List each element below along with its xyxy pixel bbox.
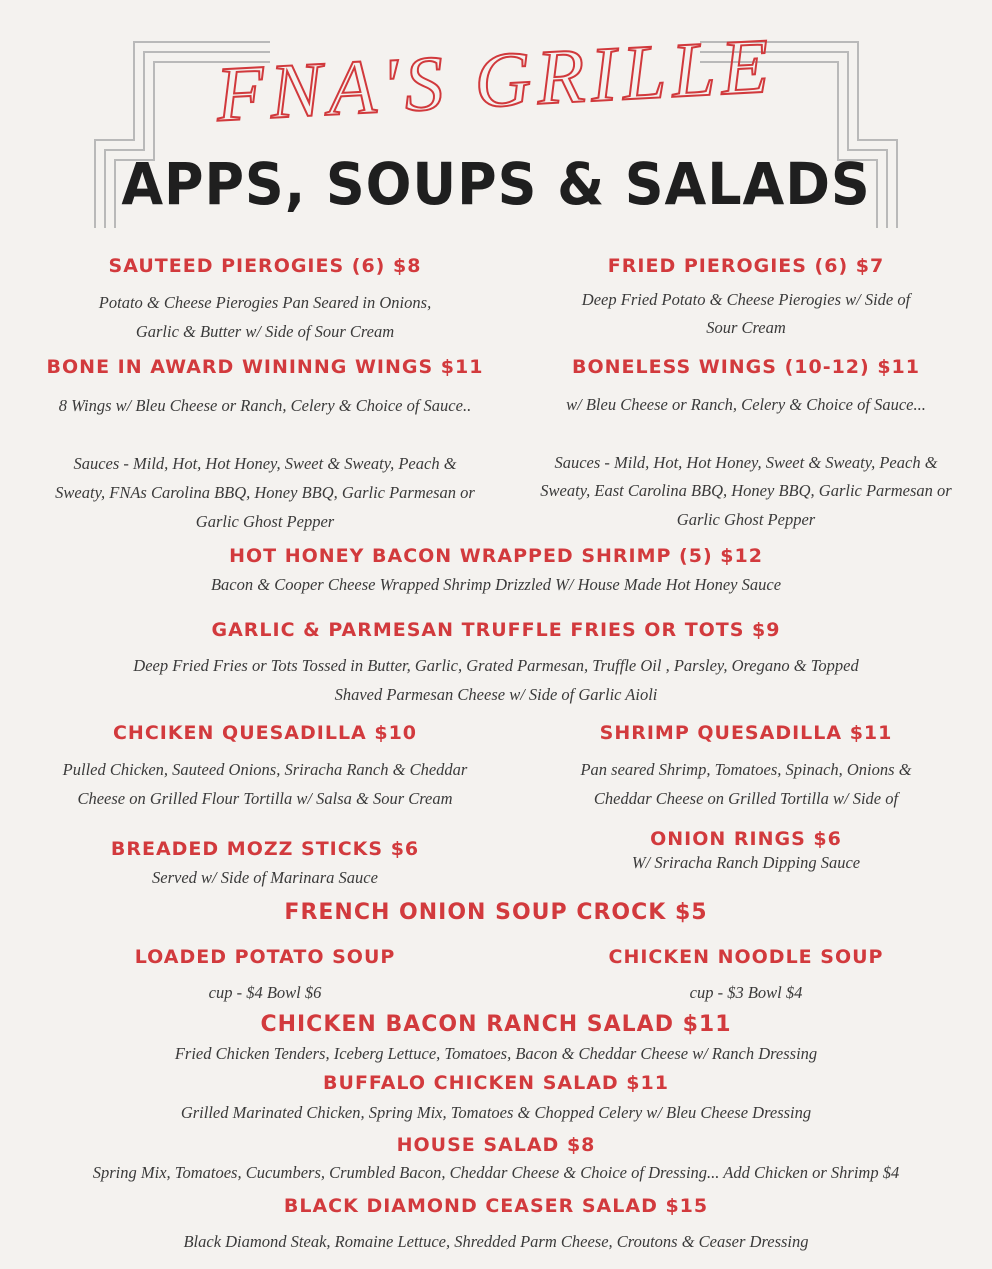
item-name-chicken-noodle-soup: CHICKEN NOODLE SOUP [608,946,884,968]
item-desc-chicken-bacon-ranch-salad: Fried Chicken Tenders, Iceberg Lettuce, Tomatoes, Bacon & Cheddar Cheese w/ Ranch Dressing [174,1044,818,1063]
item-desc-boneless-wings: w/ Bleu Cheese or Ranch, Celery & Choice of Sauce... [566,395,926,414]
item-desc-buffalo-chicken-salad: Grilled Marinated Chicken, Spring Mix, Tomatoes & Chopped Celery w/ Bleu Cheese Dressing [180,1103,812,1122]
item-name-bacon-shrimp: HOT HONEY BACON WRAPPED SHRIMP (5) $12 [229,545,763,567]
item-name-shrimp-quesadilla: SHRIMP QUESADILLA $11 [599,722,893,744]
item-name-onion-rings: ONION RINGS $6 [650,828,842,850]
item-name-loaded-potato-soup: LOADED POTATO SOUP [134,946,396,968]
item-sauces3-boneless-wings: Garlic Ghost Pepper [676,510,816,529]
item-name-truffle-fries: GARLIC & PARMESAN TRUFFLE FRIES OR TOTS $9 [211,619,781,641]
item-name-house-salad: HOUSE SALAD $8 [396,1134,596,1156]
item-sauces3-bone-in-wings: Garlic Ghost Pepper [195,512,335,531]
item-desc2-truffle-fries: Shaved Parmesan Cheese w/ Side of Garlic Aioli [334,685,658,704]
item-desc-chicken-noodle-soup: cup - $3 Bowl $4 [689,983,803,1002]
item-sauces-boneless-wings: Sauces - Mild, Hot, Hot Honey, Sweet & Sweaty, Peach & [554,453,938,472]
item-desc-truffle-fries: Deep Fried Fries or Tots Tossed in Butter, Garlic, Grated Parmesan, Truffle Oil , Parsley, Oregano & Topped [133,656,859,675]
brand-logo-art [0,18,992,128]
item-sauces2-bone-in-wings: Sweaty, FNAs Carolina BBQ, Honey BBQ, Garlic Parmesan or [55,483,475,502]
item-desc-chicken-quesadilla: Pulled Chicken, Sauteed Onions, Sriracha Ranch & Cheddar [62,760,468,779]
item-name-sauteed-pierogies: SAUTEED PIEROGIES (6) $8 [108,255,422,277]
item-name-mozz-sticks: BREADED MOZZ STICKS $6 [110,838,420,860]
item-desc2-fried-pierogies: Sour Cream [706,318,786,337]
item-name-black-diamond-salad: BLACK DIAMOND CEASER SALAD $15 [283,1195,709,1217]
item-desc-loaded-potato-soup: cup - $4 Bowl $6 [208,983,322,1002]
item-desc-mozz-sticks: Served w/ Side of Marinara Sauce [152,868,378,887]
brand-logo [0,18,992,128]
item-desc-bacon-shrimp: Bacon & Cooper Cheese Wrapped Shrimp Drizzled W/ House Made Hot Honey Sauce [210,575,782,594]
item-name-french-onion-soup: FRENCH ONION SOUP CROCK $5 [284,900,708,925]
item-desc-black-diamond-salad: Black Diamond Steak, Romaine Lettuce, Shredded Parm Cheese, Croutons & Ceaser Dressing [183,1232,809,1251]
item-name-chicken-bacon-ranch-salad: CHICKEN BACON RANCH SALAD $11 [260,1012,732,1037]
item-desc-house-salad: Spring Mix, Tomatoes, Cucumbers, Crumbled Bacon, Cheddar Cheese & Choice of Dressing... Add Chicken or Shrimp $4 [92,1163,900,1182]
item-desc-sauteed-pierogies: Potato & Cheese Pierogies Pan Seared in Onions, [98,293,432,312]
item-name-boneless-wings: BONELESS WINGS (10-12) $11 [572,356,920,378]
item-desc-fried-pierogies: Deep Fried Potato & Cheese Pierogies w/ Side of [581,290,911,309]
item-desc2-chicken-quesadilla: Cheese on Grilled Flour Tortilla w/ Salsa & Sour Cream [77,789,453,808]
item-sauces2-boneless-wings: Sweaty, East Carolina BBQ, Honey BBQ, Garlic Parmesan or [540,481,952,500]
item-name-chicken-quesadilla: CHCIKEN QUESADILLA $10 [112,722,418,744]
brand-logo-text: FNA'S GRILLE [214,21,777,128]
item-desc-onion-rings: W/ Sriracha Ranch Dipping Sauce [631,853,861,872]
item-sauces-bone-in-wings: Sauces - Mild, Hot, Hot Honey, Sweet & Sweaty, Peach & [73,454,457,473]
item-desc2-shrimp-quesadilla: Cheddar Cheese on Grilled Tortilla w/ Side of [593,789,899,808]
item-desc2-sauteed-pierogies: Garlic & Butter w/ Side of Sour Cream [135,322,395,341]
item-desc-shrimp-quesadilla: Pan seared Shrimp, Tomatoes, Spinach, Onions & [580,760,912,779]
item-name-fried-pierogies: FRIED PIEROGIES (6) $7 [607,255,885,277]
page-title: APPS, SOUPS & SALADS [121,150,871,218]
item-name-buffalo-chicken-salad: BUFFALO CHICKEN SALAD $11 [323,1072,669,1094]
item-desc-bone-in-wings: 8 Wings w/ Bleu Cheese or Ranch, Celery & Choice of Sauce.. [58,396,472,415]
item-name-bone-in-wings: BONE IN AWARD WININNG WINGS $11 [46,356,484,378]
